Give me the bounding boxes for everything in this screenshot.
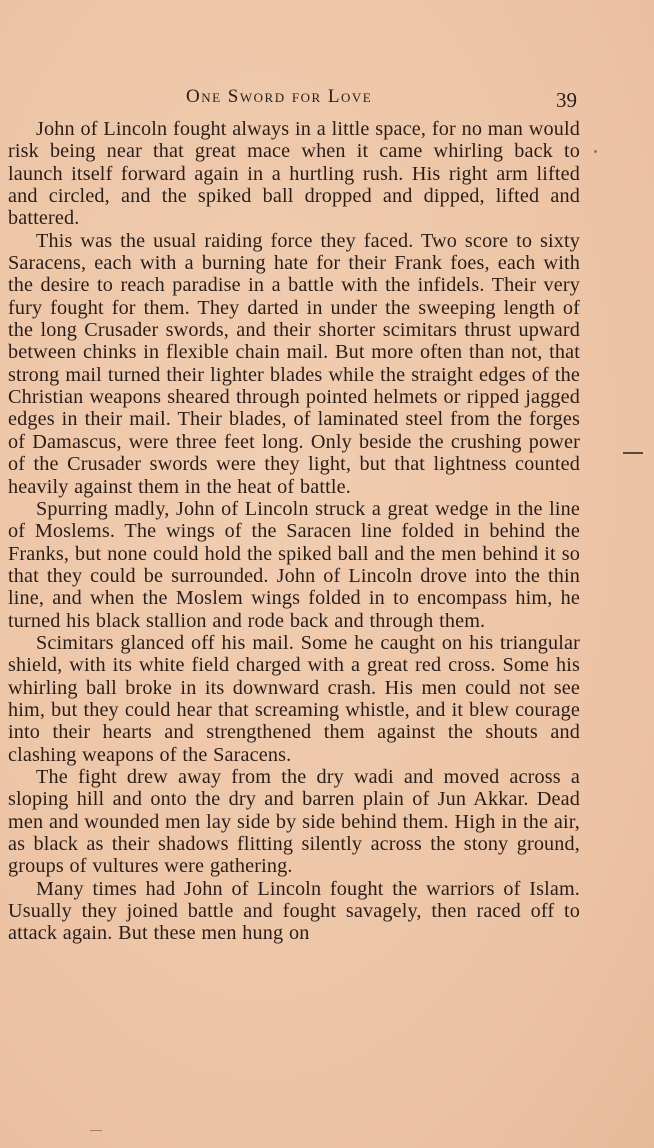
paragraph-1: John of Lincoln fought always in a little space, for no man would risk being near that great mace when it came whirling back to launch itself forward again in a hurtling rush. His right arm lifted and circled, and the spiked ball dropped and dipped, lifted and battered. [8,118,580,230]
body-text [8,118,580,945]
page-number: 39 [556,88,577,112]
paper-mark [90,1130,102,1131]
margin-mark [623,452,643,454]
paragraph-3: Spurring madly, John of Lincoln struck a great wedge in the line of Moslems. The wings of the Saracen line folded in behind the Franks, but none could hold the spiked ball and the men behind it so that they could be surrounded. John of Lincoln drove into the thin line, and when the Moslem wings folded in to encompass him, he turned his black stallion and rode back and through them. [8,497,580,632]
paragraph-6: Many times had John of Lincoln fought the warriors of Islam. Usually they joined battle and fought savagely, then raced off to attack again. But these men hung on [8,877,580,945]
margin-speck [594,150,597,153]
paragraph-4: Scimitars glanced off his mail. Some he caught on his triangular shield, with its white field charged with a great red cross. Some his whirling ball broke in its downward crash. His men could not see him, but they could hear that screaming whistle, and it blew courage into their hearts and strengthened them against the shouts and clashing weapons of the Saracens. [8,631,580,766]
paragraph-2: This was the usual raiding force they faced. Two score to sixty Saracens, each with a burning hate for their Frank foes, each with the desire to reach paradise in a battle with the infidels. Their very fury fought for them. They darted in under the sweeping length of the long Crusader swords, and their shorter scimitars thrust upward between chinks in flexible chain mail. But more often than not, that strong mail turned their lighter blades while the straight edges of the Christian weapons sheared through pointed helmets or ripped jagged edges in their mail. Their blades, of laminated steel from the forges of Damascus, were three feet long. Only beside the crushing power of the Crusader swords were they light, but that lightness counted heavily against them in the heat of battle. [8,229,580,498]
running-head [0,86,654,116]
running-title: One Sword for Love [186,86,373,107]
paragraph-5: The fight drew away from the dry wadi and moved across a sloping hill and onto the dry and barren plain of Jun Akkar. Dead men and wounded men lay side by side behind them. High in the air, as black as their shadows flitting silently across the stony ground, groups of vultures were gathering. [8,765,580,878]
